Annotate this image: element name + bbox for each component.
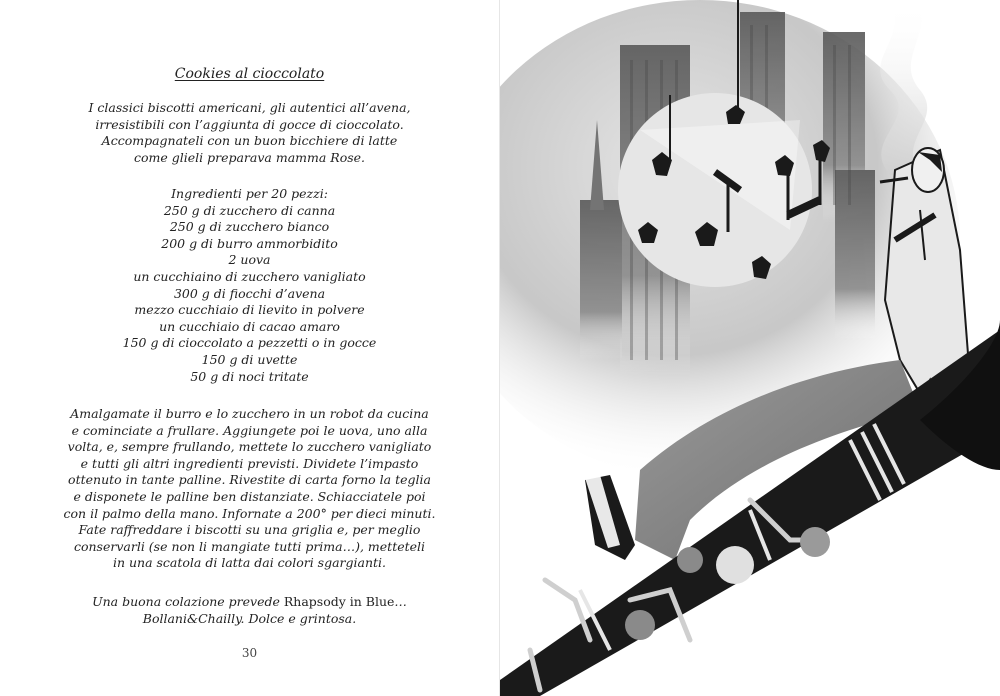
pairing-line: Bollani&Chailly. Dolce e grintosa.	[142, 610, 357, 626]
recipe-title: Cookies al cioccolato	[174, 66, 325, 82]
ingredient-item: 50 g di noci tritate	[190, 368, 309, 384]
clarinet-illustration	[500, 0, 1000, 696]
pairing-piece-title: Rhapsody in Blue	[283, 594, 395, 609]
ingredient-item: mezzo cucchiaio di lievito in polvere	[134, 302, 365, 318]
pairing-prefix: Una buona colazione prevede	[92, 594, 284, 609]
intro-line: irresistibili con l’aggiunta di gocce di cioccolato.	[95, 116, 404, 132]
intro-line: Accompagnateli con un buon bicchiere di latte	[101, 133, 398, 149]
intro-line: come glieli preparava mamma Rose.	[133, 149, 366, 165]
intro-line: I classici biscotti americani, gli autentici all’avena,	[88, 100, 411, 115]
ingredient-item: 200 g di burro ammorbidito	[161, 235, 338, 251]
pairing-suffix: …	[394, 594, 407, 609]
method-line: volta, e, sempre frullando, mettete lo zucchero vanigliato	[67, 439, 432, 455]
method-line: in una scatola di latta dai colori sgargianti.	[112, 555, 387, 571]
recipe-intro	[0, 100, 499, 166]
method-line: Amalgamate il burro e lo zucchero in un robot da cucina	[70, 406, 429, 421]
ingredients-list	[0, 186, 499, 385]
method-line: e tutti gli altri ingredienti previsti. Dividete l’impasto	[80, 455, 419, 471]
ingredient-item: 250 g di zucchero bianco	[169, 219, 330, 235]
recipe-page	[0, 0, 499, 696]
ingredients-heading: Ingredienti per 20 pezzi:	[171, 186, 328, 201]
illustration-page	[500, 0, 1000, 696]
ingredient-item: un cucchiaio di cacao amaro	[159, 318, 340, 334]
method-line: ottenuto in tante palline. Rivestite di carta forno la teglia	[68, 472, 431, 488]
method-line: con il palmo della mano. Infornate a 200° per dieci minuti.	[63, 505, 436, 521]
ingredient-item: 2 uova	[228, 252, 271, 268]
recipe-method	[0, 406, 499, 572]
method-line: e disponete le palline ben distanziate. Schiacciatele poi	[73, 488, 426, 504]
pairing-line	[0, 594, 499, 611]
music-pairing	[0, 594, 499, 627]
method-line: conservarli (se non li mangiate tutti prima…), metteteli	[73, 538, 426, 554]
ingredient-item: 250 g di zucchero di canna	[163, 202, 336, 218]
ingredient-item: 150 g di cioccolato a pezzetti o in gocce	[122, 335, 377, 351]
ingredient-item: 300 g di fiocchi d’avena	[173, 285, 326, 301]
method-line: e cominciate a frullare. Aggiungete poi le uova, uno alla	[71, 422, 428, 438]
ingredient-item: un cucchiaino di zucchero vanigliato	[133, 268, 366, 284]
method-line: Fate raffreddare i biscotti su una griglia e, per meglio	[78, 522, 421, 538]
ingredient-item: 150 g di uvette	[201, 351, 298, 367]
page-number: 30	[241, 646, 258, 660]
